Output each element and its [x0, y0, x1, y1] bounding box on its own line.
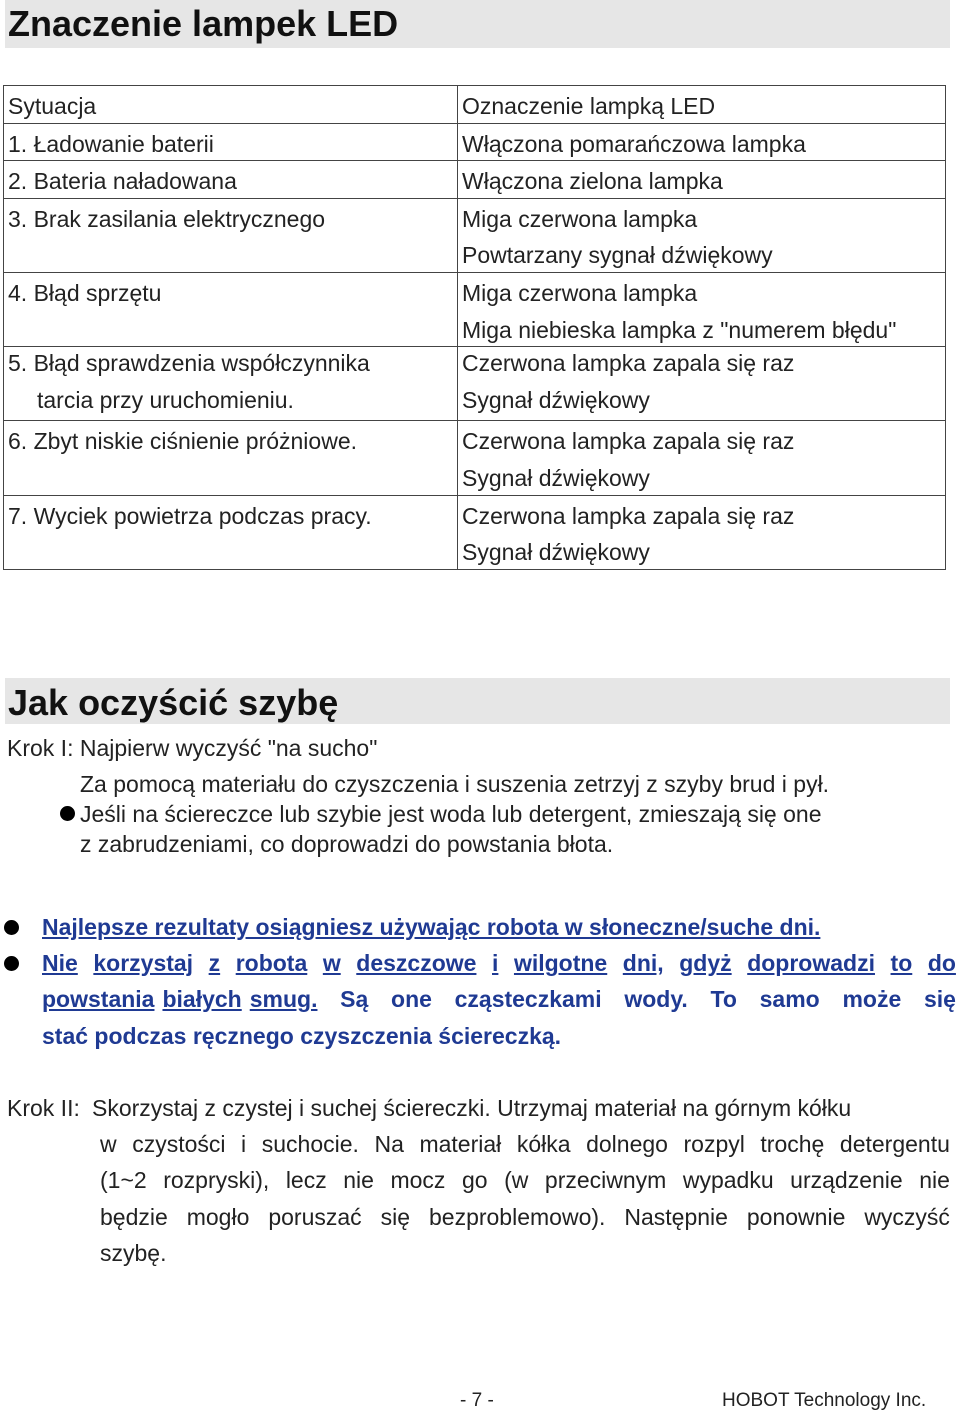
word: wody.: [624, 986, 688, 1012]
word: poruszać: [268, 1204, 362, 1230]
section-title-led: Znaczenie lampek LED: [5, 0, 950, 48]
header-situation: Sytuacja: [4, 86, 458, 124]
step1-bullet-line1: Jeśli na ściereczce lub szybie jest woda lub detergent, zmieszają się one: [80, 801, 822, 827]
word: detergentu: [839, 1131, 950, 1157]
step2-label: Krok II:: [7, 1095, 80, 1121]
word: powstania: [42, 986, 155, 1012]
word: się: [923, 986, 956, 1012]
word: doprowadzi: [747, 950, 875, 976]
table-header-row: [4, 86, 946, 124]
word: rozpyl: [683, 1131, 745, 1157]
word: trochę: [760, 1131, 825, 1157]
bullet-icon: [60, 806, 75, 821]
table-row: 4. Błąd sprzętu Miga czerwona lampka Miga niebieska lampka z "numerem błędu": [4, 272, 946, 346]
word: samo: [759, 986, 820, 1012]
word: wypadku: [682, 1167, 774, 1193]
header-indication: Oznaczenie lampką LED: [458, 86, 946, 124]
table-row: 1. Ładowanie baterii Włączona pomarańczowa lampka: [4, 123, 946, 161]
tip-2-line1: [42, 950, 956, 977]
word: i: [241, 1131, 247, 1157]
tip-1: Najlepsze rezultaty osiągniesz używając robota w słoneczne/suche dni.: [42, 914, 821, 940]
footer-company: HOBOT Technology Inc.: [722, 1390, 927, 1411]
table-row: 6. Zbyt niskie ciśnienie próżniowe. Czerwona lampka zapala się raz Sygnał dźwiękowy: [4, 421, 946, 495]
word: dolnego: [586, 1131, 668, 1157]
bullet-icon: [4, 956, 19, 971]
word: deszczowe: [356, 950, 477, 976]
word: cząsteczkami: [454, 986, 602, 1012]
word: gdyż: [679, 950, 732, 976]
word: wilgotne: [513, 950, 608, 976]
word: korzystaj: [93, 950, 194, 976]
word: do: [927, 950, 956, 976]
word: one: [391, 986, 432, 1012]
word: przeciwnym: [544, 1167, 667, 1193]
word: wyczyść: [864, 1204, 950, 1230]
word: materiał: [419, 1131, 502, 1157]
step2-line4: [100, 1204, 950, 1231]
word: kółka: [516, 1131, 571, 1157]
word: bezproblemowo).: [428, 1204, 606, 1230]
word: suchocie.: [261, 1131, 359, 1157]
word: ponownie: [746, 1204, 846, 1230]
page-number: - 7 -: [460, 1390, 494, 1411]
word: Na: [374, 1131, 404, 1157]
word: w: [100, 1131, 117, 1157]
word: urządzenie: [790, 1167, 903, 1193]
table-row: 5. Błąd sprawdzenia współczynnika tarcia przy uruchomieniu. Czerwona lampka zapala się raz Sygnał dźwiękowy: [4, 347, 946, 421]
word: go: [461, 1167, 488, 1193]
word: smug.: [249, 986, 318, 1012]
word: czystości: [132, 1131, 226, 1157]
word: będzie: [100, 1204, 168, 1230]
step2-line2: [100, 1131, 950, 1158]
step2-line5: szybę.: [100, 1240, 167, 1266]
step1-title: Krok I: Najpierw wyczyść "na sucho": [7, 735, 378, 761]
word: może: [842, 986, 902, 1012]
word: Następnie: [624, 1204, 728, 1230]
tip-2-underlined: [42, 986, 317, 1013]
table-row: 3. Brak zasilania elektrycznego Miga czerwona lampka Powtarzany sygnał dźwiękowy: [4, 198, 946, 272]
word: w: [322, 950, 341, 976]
word: mocz: [390, 1167, 446, 1193]
tip-2-line2: [42, 986, 956, 1013]
word: (w: [504, 1167, 529, 1193]
tip-2-line3: stać podczas ręcznego czyszczenia ściereczką.: [42, 1023, 562, 1049]
word: i: [492, 950, 499, 976]
step2-line1: Skorzystaj z czystej i suchej ściereczki. Utrzymaj materiał na górnym kółku: [92, 1095, 852, 1121]
led-table: [3, 85, 946, 570]
word: nie: [343, 1167, 374, 1193]
word: lecz: [285, 1167, 327, 1193]
word: mogło: [186, 1204, 250, 1230]
word: białych: [162, 986, 242, 1012]
table-row: 7. Wyciek powietrza podczas pracy. Czerwona lampka zapala się raz Sygnał dźwiękowy: [4, 495, 946, 569]
word: Są: [340, 986, 369, 1012]
step1-bullet-line2: z zabrudzeniami, co doprowadzi do powstania błota.: [80, 831, 614, 857]
word: się: [380, 1204, 411, 1230]
bullet-icon: [4, 920, 19, 935]
word: nie: [919, 1167, 950, 1193]
step1-text: Za pomocą materiału do czyszczenia i suszenia zetrzyj z szyby brud i pył.: [80, 771, 830, 797]
word: To: [710, 986, 737, 1012]
word: rozpryski),: [163, 1167, 270, 1193]
word: Nie: [42, 950, 78, 976]
step2-line3: [100, 1167, 950, 1194]
section-title-cleaning: Jak oczyścić szybę: [5, 678, 950, 724]
word: dni,: [622, 950, 664, 976]
word: robota: [235, 950, 308, 976]
table-row: 2. Bateria naładowana Włączona zielona lampka: [4, 161, 946, 199]
word: (1~2: [100, 1167, 147, 1193]
word: z: [208, 950, 221, 976]
word: to: [890, 950, 913, 976]
